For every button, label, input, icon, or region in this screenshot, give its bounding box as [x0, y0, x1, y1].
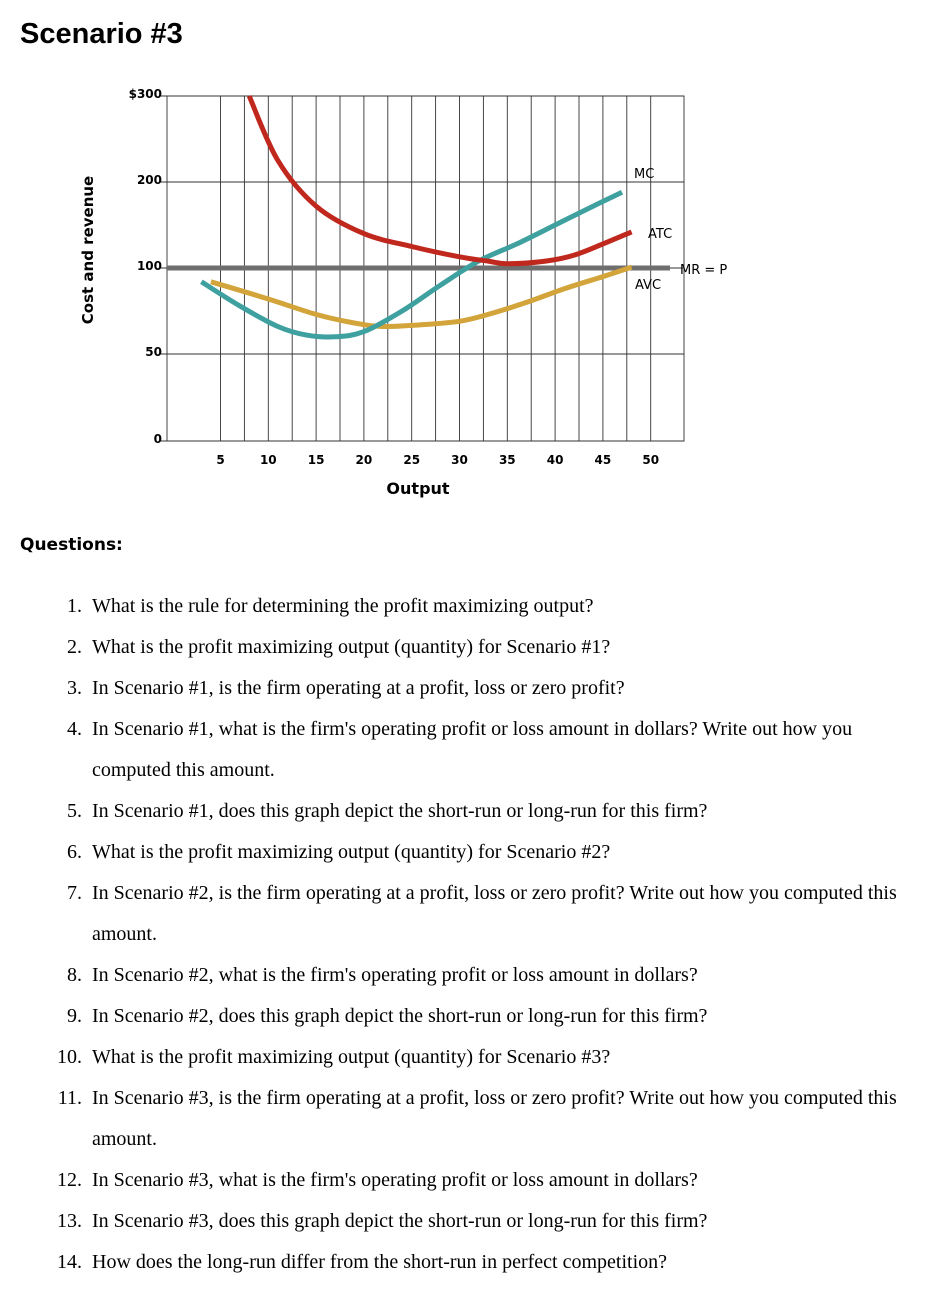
questions-heading: Questions:	[20, 535, 123, 555]
question-text: In Scenario #2, does this graph depict the short-run or long-run for this firm?	[92, 1005, 708, 1027]
question-item	[0, 791, 927, 832]
question-number: 10.	[57, 1046, 82, 1068]
question-number: 3.	[67, 677, 82, 699]
question-item	[0, 1037, 927, 1078]
series-label-atc: ATC	[648, 227, 673, 242]
question-item	[0, 709, 927, 791]
question-text: In Scenario #2, is the firm operating at a profit, loss or zero profit? Write out how you computed this amount.	[92, 882, 897, 945]
series-label-mr-p: MR = P	[680, 263, 728, 278]
question-text: In Scenario #3, what is the firm's operating profit or loss amount in dollars?	[92, 1169, 698, 1191]
x-tick-label: 50	[642, 453, 660, 467]
question-text: In Scenario #2, what is the firm's operating profit or loss amount in dollars?	[92, 964, 698, 986]
question-item	[0, 832, 927, 873]
question-item	[0, 1160, 927, 1201]
x-axis-title: Output	[386, 479, 450, 498]
chart-labels	[79, 87, 727, 498]
x-tick-label: 5	[216, 453, 225, 467]
question-number: 1.	[67, 595, 82, 617]
question-text: In Scenario #1, what is the firm's operating profit or loss amount in dollars? Write out how you computed this amount.	[92, 718, 853, 781]
x-tick-label: 35	[498, 453, 516, 467]
cost-revenue-chart	[0, 80, 927, 520]
question-number: 9.	[67, 1005, 82, 1027]
question-text: In Scenario #1, does this graph depict the short-run or long-run for this firm?	[92, 800, 708, 822]
y-axis-title: Cost and revenue	[79, 175, 97, 325]
x-tick-label: 15	[307, 453, 325, 467]
question-item	[0, 1201, 927, 1242]
question-text: In Scenario #1, is the firm operating at a profit, loss or zero profit?	[92, 677, 625, 699]
question-text: What is the profit maximizing output (quantity) for Scenario #2?	[92, 841, 611, 863]
question-item	[0, 996, 927, 1037]
y-tick-label: 100	[136, 259, 162, 273]
question-number: 7.	[67, 882, 82, 904]
question-text: What is the rule for determining the profit maximizing output?	[92, 595, 594, 617]
question-text: How does the long-run differ from the short-run in perfect competition?	[92, 1251, 668, 1273]
question-item	[0, 955, 927, 996]
questions-list	[0, 586, 927, 1283]
question-number: 5.	[67, 800, 82, 822]
x-tick-label: 20	[355, 453, 373, 467]
question-text: In Scenario #3, does this graph depict the short-run or long-run for this firm?	[92, 1210, 708, 1232]
question-number: 14.	[57, 1251, 82, 1273]
question-number: 8.	[67, 964, 82, 986]
question-text: In Scenario #3, is the firm operating at a profit, loss or zero profit? Write out how you computed this amount.	[92, 1087, 897, 1150]
x-tick-label: 40	[546, 453, 564, 467]
question-number: 6.	[67, 841, 82, 863]
question-item	[0, 668, 927, 709]
x-tick-label: 25	[403, 453, 421, 467]
question-number: 11.	[57, 1087, 82, 1109]
chart-series	[167, 96, 673, 337]
x-tick-label: 10	[259, 453, 277, 467]
page-title: Scenario #3	[20, 18, 183, 50]
question-item	[0, 1078, 927, 1160]
y-tick-label: 200	[136, 173, 162, 187]
question-item	[0, 1242, 927, 1283]
question-item	[0, 627, 927, 668]
y-tick-label: 50	[145, 345, 162, 359]
question-number: 4.	[67, 718, 82, 740]
question-item	[0, 873, 927, 955]
series-label-avc: AVC	[635, 278, 662, 293]
question-number: 12.	[57, 1169, 82, 1191]
question-text: What is the profit maximizing output (quantity) for Scenario #1?	[92, 636, 611, 658]
y-tick-label: 0	[153, 432, 162, 446]
y-tick-label: $300	[128, 87, 162, 101]
series-label-mc: MC	[634, 167, 655, 182]
series-line-atc	[249, 96, 631, 264]
question-text: What is the profit maximizing output (quantity) for Scenario #3?	[92, 1046, 611, 1068]
x-tick-label: 45	[594, 453, 612, 467]
question-number: 2.	[67, 636, 82, 658]
question-item	[0, 586, 927, 627]
x-tick-label: 30	[451, 453, 468, 467]
question-number: 13.	[57, 1210, 82, 1232]
